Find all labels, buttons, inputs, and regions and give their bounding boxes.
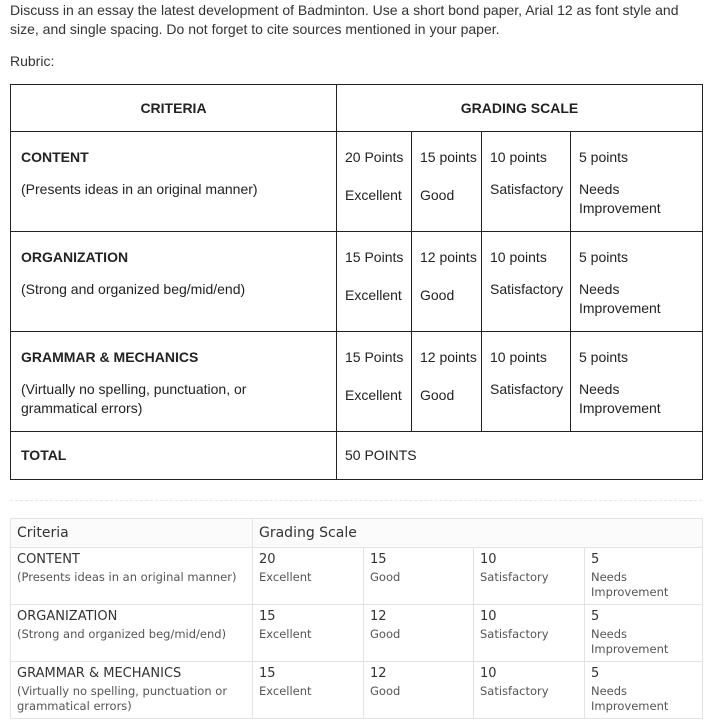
- grading-scale-cell: [337, 332, 703, 432]
- points: 20: [259, 552, 276, 567]
- criteria-cell: [11, 132, 337, 232]
- rating-label: Satisfactory: [480, 570, 549, 584]
- scale-good: [364, 548, 474, 605]
- scale-satisfactory: [474, 548, 585, 605]
- criteria-header: Criteria: [11, 519, 253, 548]
- points: 5 points: [579, 349, 629, 365]
- total-label: TOTAL: [21, 447, 67, 463]
- rating-label: Good: [370, 570, 401, 584]
- scale-needs-improvement: [585, 662, 703, 719]
- rating-label: Excellent: [259, 570, 312, 584]
- points: 10 points: [490, 149, 547, 165]
- points: 10 points: [490, 349, 547, 365]
- points: 15: [370, 552, 387, 567]
- criteria-title: ORGANIZATION: [21, 249, 129, 265]
- rating-label: Satisfactory: [480, 627, 549, 641]
- criteria-title: CONTENT: [17, 552, 80, 567]
- rating-label: Satisfactory: [490, 381, 564, 397]
- criteria-cell: [11, 232, 337, 332]
- scale-needs-improvement: [585, 605, 703, 662]
- criteria-description: (Virtually no spelling, punctuation, or grammatical errors): [21, 381, 247, 416]
- rubric-label: Rubric:: [10, 53, 55, 69]
- total-value: 50 POINTS: [337, 432, 703, 480]
- scale-needs-improvement: [585, 548, 703, 605]
- points: 12 points: [420, 349, 477, 365]
- grading-scale-cell: [337, 232, 703, 332]
- scale-good: [364, 605, 474, 662]
- criteria-header: CRITERIA: [11, 85, 337, 132]
- criteria-title: ORGANIZATION: [17, 609, 118, 624]
- grading-scale-header: Grading Scale: [253, 519, 703, 548]
- points: 12: [370, 609, 387, 624]
- criteria-description: (Presents ideas in an original manner): [17, 570, 237, 584]
- points: 12 points: [420, 249, 477, 265]
- rating-label: Needs Improvement: [579, 281, 661, 316]
- points: 15 Points: [345, 249, 404, 265]
- rating-label: Needs Improvement: [579, 181, 661, 216]
- points: 5: [591, 666, 600, 681]
- scale-excellent: [337, 132, 411, 231]
- scale-needs-improvement: [570, 332, 702, 431]
- points: 15: [259, 666, 276, 681]
- points: 5 points: [579, 149, 629, 165]
- rating-label: Needs Improvement: [579, 381, 661, 416]
- grading-scale-header: GRADING SCALE: [337, 85, 703, 132]
- scale-needs-improvement: [570, 132, 702, 231]
- rubric-header-row: [11, 85, 703, 132]
- scale-satisfactory: [481, 132, 570, 231]
- rubric-table-compact: [10, 518, 703, 719]
- criteria-title: GRAMMAR & MECHANICS: [21, 349, 199, 365]
- scale-good: [411, 132, 481, 231]
- rating-label: Excellent: [345, 387, 402, 403]
- compact-row-content: [11, 548, 703, 605]
- compact-header-row: [11, 519, 703, 548]
- points: 5: [591, 552, 600, 567]
- rubric-row-grammar: [11, 332, 703, 432]
- compact-row-organization: [11, 605, 703, 662]
- scale-excellent: [253, 662, 364, 719]
- rating-label: Excellent: [345, 187, 402, 203]
- grading-scale-cell: [337, 132, 703, 232]
- criteria-description: (Virtually no spelling, punctuation or grammatical errors): [17, 684, 228, 713]
- rubric-row-content: [11, 132, 703, 232]
- rating-label: Satisfactory: [480, 684, 549, 698]
- points: 15: [259, 609, 276, 624]
- scale-satisfactory: [481, 232, 570, 331]
- rubric-table-bordered: [10, 84, 703, 480]
- section-divider: [10, 500, 702, 501]
- rating-label: Good: [370, 627, 401, 641]
- rubric-row-organization: [11, 232, 703, 332]
- assignment-instruction: Discuss in an essay the latest development of Badminton. Use a short bond paper, Arial 12 as font style and size, and single spacing. Do not forget to cite sources mentioned in your paper.: [10, 2, 679, 37]
- criteria-description: (Strong and organized beg/mid/end): [17, 627, 227, 641]
- rating-label: Satisfactory: [490, 181, 564, 197]
- points: 10: [480, 666, 497, 681]
- rubric-total-row: [11, 432, 703, 480]
- points: 10: [480, 552, 497, 567]
- scale-satisfactory: [474, 605, 585, 662]
- rating-label: Needs Improvement: [591, 684, 669, 713]
- rating-label: Needs Improvement: [591, 570, 669, 599]
- scale-satisfactory: [474, 662, 585, 719]
- rating-label: Good: [420, 387, 455, 403]
- rating-label: Excellent: [259, 684, 312, 698]
- scale-excellent: [253, 548, 364, 605]
- criteria-cell: [11, 662, 253, 719]
- criteria-title: GRAMMAR & MECHANICS: [17, 666, 182, 681]
- rating-label: Satisfactory: [490, 281, 564, 297]
- rating-label: Good: [420, 187, 455, 203]
- criteria-description: (Presents ideas in an original manner): [21, 181, 258, 197]
- criteria-description: (Strong and organized beg/mid/end): [21, 281, 246, 297]
- scale-good: [364, 662, 474, 719]
- scale-excellent: [253, 605, 364, 662]
- points: 20 Points: [345, 149, 404, 165]
- criteria-title: CONTENT: [21, 149, 89, 165]
- points: 5 points: [579, 249, 629, 265]
- rating-label: Excellent: [345, 287, 402, 303]
- scale-satisfactory: [481, 332, 570, 431]
- scale-good: [411, 332, 481, 431]
- criteria-cell: [11, 605, 253, 662]
- scale-excellent: [337, 232, 411, 331]
- points: 12: [370, 666, 387, 681]
- points: 10 points: [490, 249, 547, 265]
- rating-label: Needs Improvement: [591, 627, 669, 656]
- compact-row-grammar: [11, 662, 703, 719]
- points: 5: [591, 609, 600, 624]
- rating-label: Excellent: [259, 627, 312, 641]
- scale-needs-improvement: [570, 232, 702, 331]
- rating-label: Good: [370, 684, 401, 698]
- total-label-cell: [11, 432, 337, 480]
- criteria-cell: [11, 548, 253, 605]
- scale-excellent: [337, 332, 411, 431]
- rating-label: Good: [420, 287, 455, 303]
- points: 10: [480, 609, 497, 624]
- points: 15 points: [420, 149, 477, 165]
- scale-good: [411, 232, 481, 331]
- criteria-cell: [11, 332, 337, 432]
- points: 15 Points: [345, 349, 404, 365]
